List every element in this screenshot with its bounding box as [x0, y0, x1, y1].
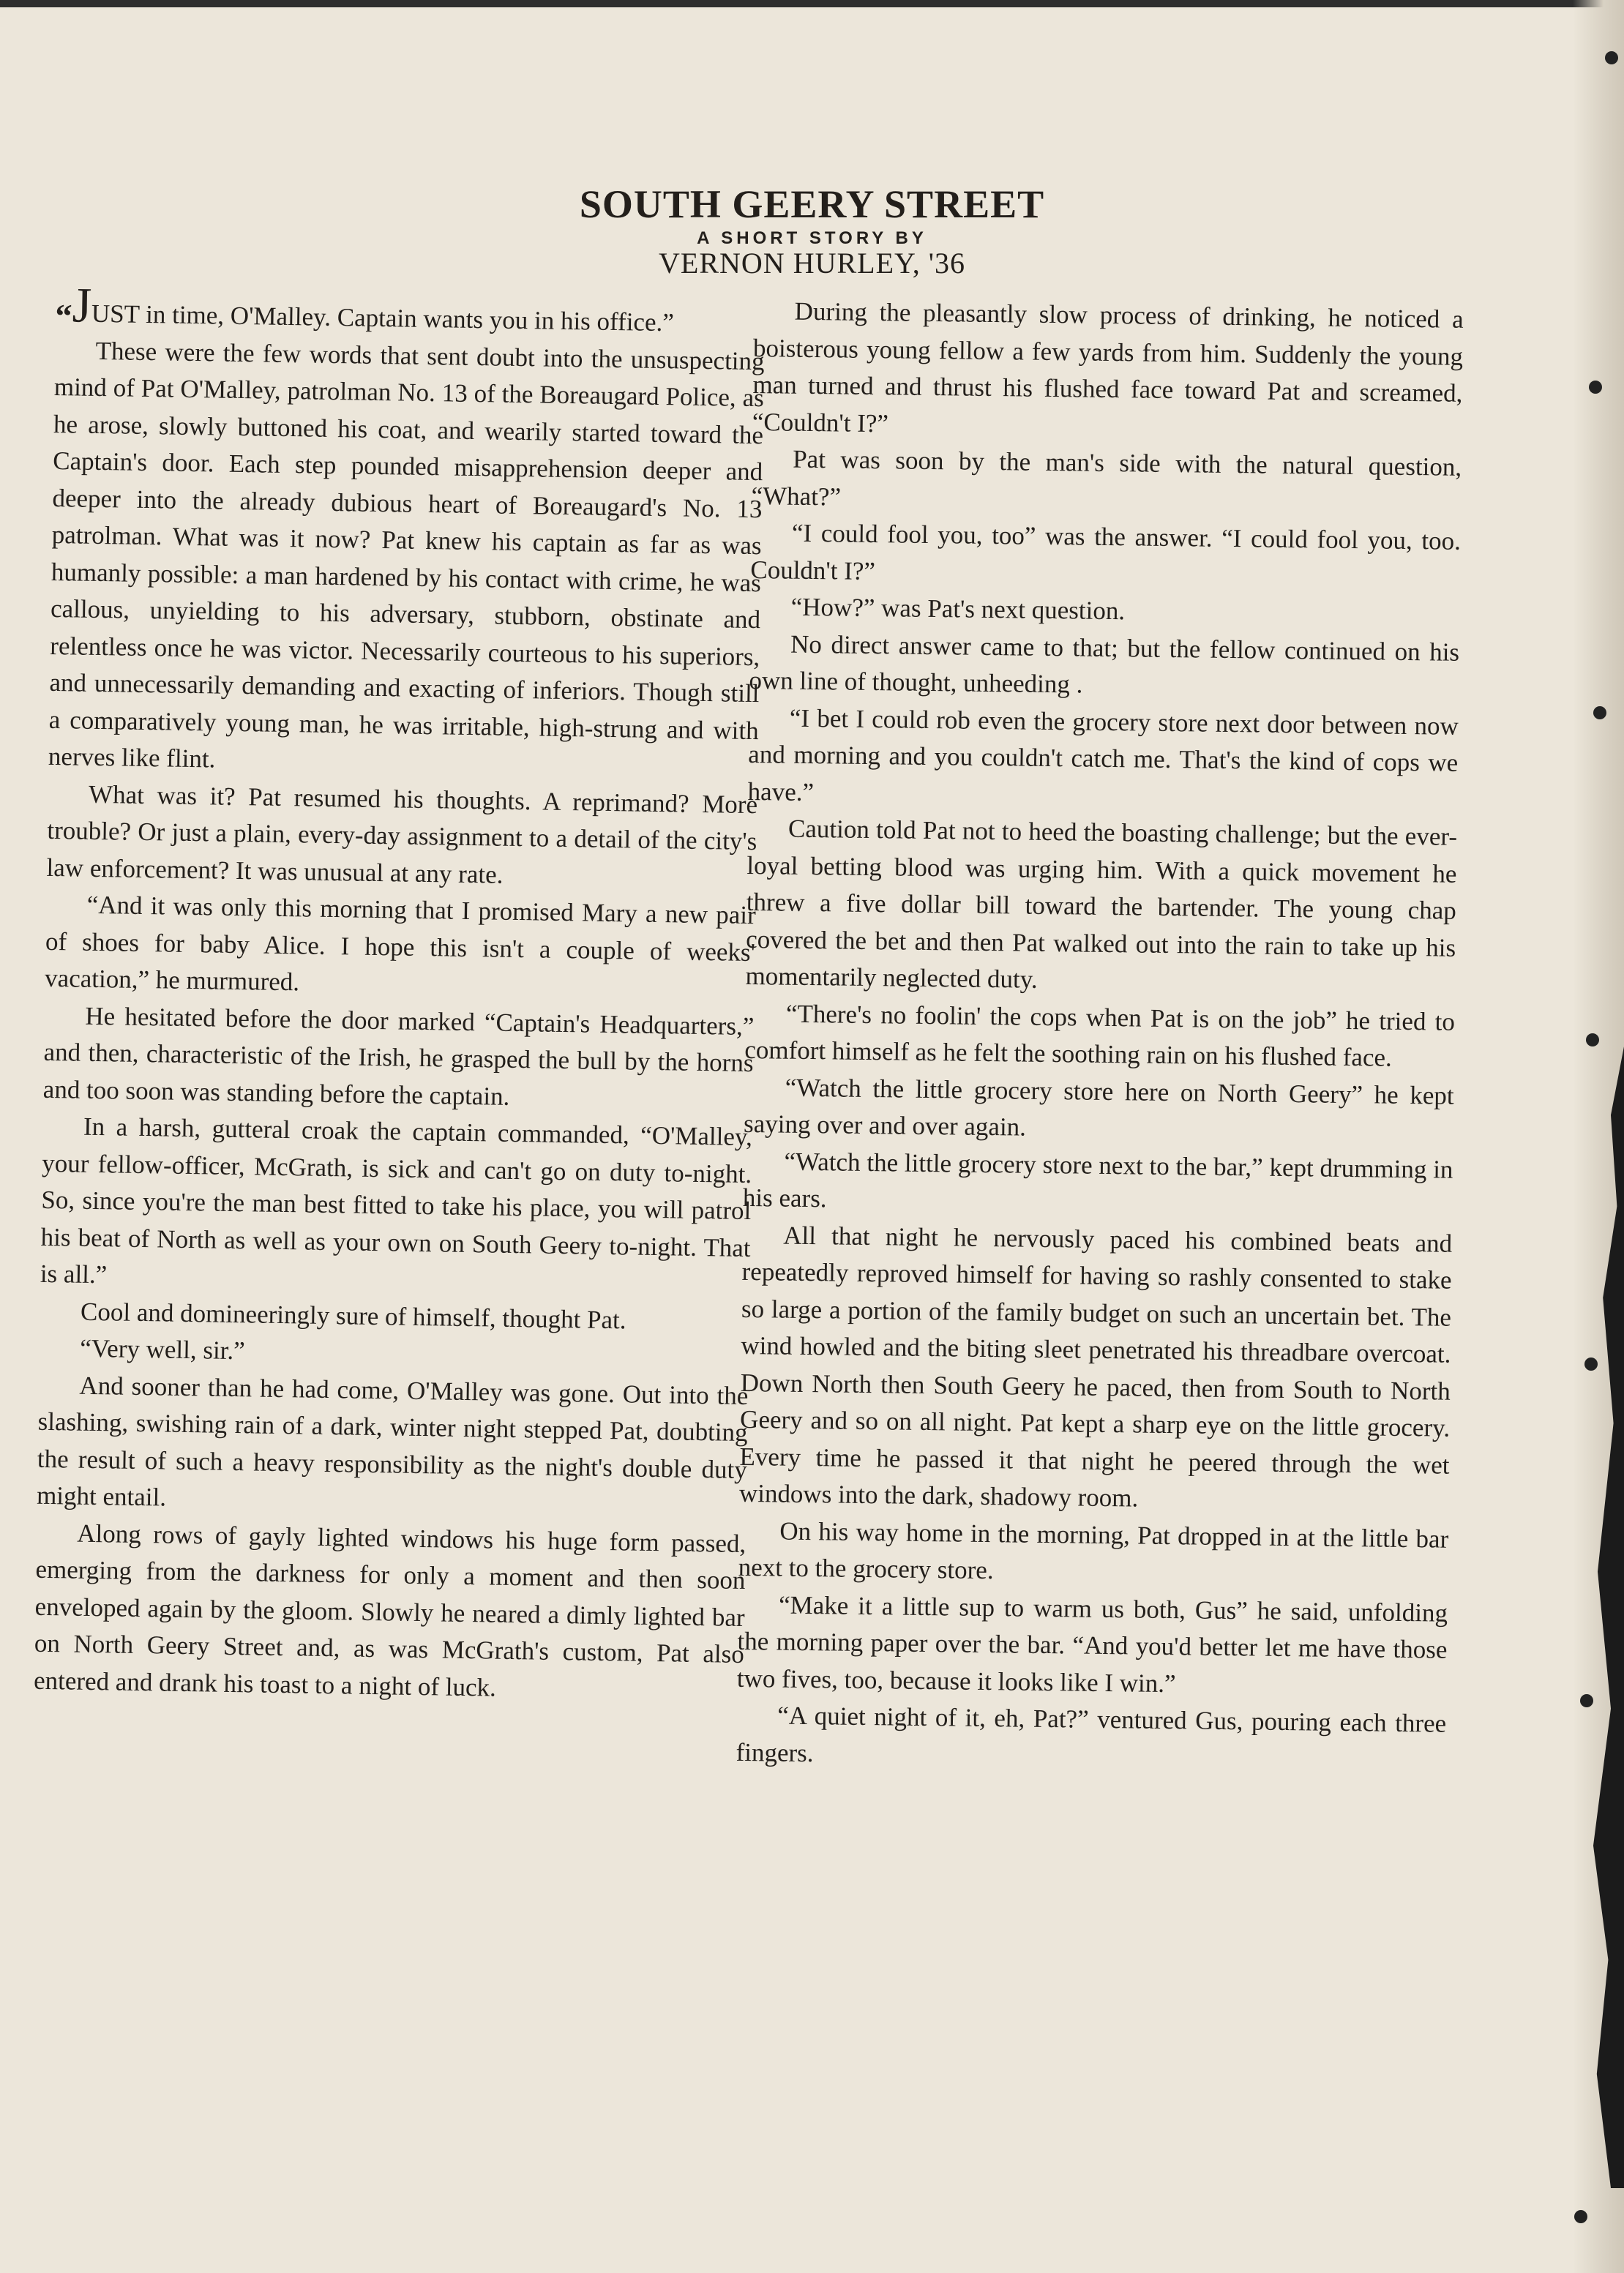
binding-hole [1605, 51, 1618, 64]
paragraph: What was it? Pat resumed his thoughts. A reprimand? More trouble? Or just a plain, every-day assignment to a detail of the city's law enforcement? It was unusual at any rate. [46, 779, 758, 889]
paragraph: During the pleasantly slow process of drinking, he noticed a boisterous young fellow a few yards from him. Suddenly the young man turned and thrust his flushed face toward Pat and screamed, “Couldn't I?” [752, 296, 1464, 438]
binding-hole [1584, 1358, 1598, 1371]
paragraph: In a harsh, gutteral croak the captain commanded, “O'Malley, your fellow-officer, McGrath, is sick and can't go on duty to-night. So, since you're the man best fitted to take his place, you will patrol his beat of North as well as your own on South Geery to-night. That is all.” [40, 1112, 753, 1289]
right-column [736, 293, 1464, 1780]
binding-hole [1586, 1033, 1599, 1046]
paragraph: Pat was soon by the man's side with the natural question, “What?” [751, 444, 1462, 511]
paragraph: And sooner than he had come, O'Malley was gone. Out into the slashing, swishing rain of a dark, winter night stepped Pat, doubting the result of such a heavy responsibility as the night's double duty might entail. [36, 1371, 749, 1512]
paragraph: He hesitated before the door marked “Captain's Headquarters,” and then, characteristic of the Irish, he grasped the bull by the horns and too soon was standing before the captain. [42, 1001, 755, 1111]
story-kicker: A SHORT STORY BY [697, 228, 927, 248]
paragraph: “Very well, sir.” [79, 1333, 246, 1366]
paragraph: “How?” was Pat's next question. [790, 592, 1126, 626]
paragraph: “A quiet night of it, eh, Pat?” ventured Gus, pouring each three fingers. [736, 1701, 1447, 1767]
binding-hole [1580, 1694, 1593, 1707]
paragraph: “Watch the little grocery store here on North Geery” he kept saying over and over again. [743, 1073, 1454, 1142]
paragraph: These were the few words that sent doubt into the unsuspecting mind of Pat O'Malley, patrolman No. 13 of the Boreaugard Police, as he arose, slowly buttoned his coat, and wearily started toward the Captain's door. Each step pounded misapprehension deeper and deeper into the already dubious heart of Boreaugard's No. 13 patrolman. What was it now? Pat knew his captain as far as was humanly possible: a man hardened by his contact with crime, he was callous, unyielding to his adversary, stubborn, obstinate and relentless once he was victor. Necessarily courteous to his superiors, and unnecessarily demanding and exacting of inferiors. Though still a comparatively young man, he was irritable, high-strung and with nerves like flint. [48, 336, 765, 774]
story-title: SOUTH GEERY STREET [579, 182, 1045, 226]
paragraph: On his way home in the morning, Pat dropped in at the little bar next to the grocery store. [738, 1516, 1449, 1585]
paragraph: “Make it a little sup to warm us both, Gus” he said, unfolding the morning paper over the bar. “And you'd better let me have those two fives, too, because it looks like I win.” [736, 1590, 1448, 1698]
drop-cap: J [72, 277, 92, 333]
left-column [33, 277, 766, 1710]
paragraph: Cool and domineeringly sure of himself, thought Pat. [80, 1297, 626, 1334]
paragraph: “And it was only this morning that I promised Mary a new pair of shoes for baby Alice. I hope this isn't a couple of weeks' vacation,” he murmured. [44, 890, 757, 997]
paragraph: Along rows of gayly lighted windows his huge form passed, emerging from the darkness for only a moment and then soon enveloped again by the gloom. Slowly he neared a dimly lighted bar on North Geery Street and, as was McGrath's custom, Pat also entered and drank his toast to a night of luck. [33, 1519, 746, 1702]
binding-hole [1593, 706, 1606, 719]
paragraph: All that night he nervously paced his combined beats and repeatedly reproved himself for having so rashly consented to stake so large a portion of the family budget on such an uncertain bet. The wind howled and the biting sleet penetrated his threadbare overcoat. Down North then South Geery he paced, then from South to North Geery and so on all night. Pat kept a sharp eye on the little grocery. Every time he passed it that night he peered through the wet windows into the dark, shadowy room. [738, 1221, 1453, 1513]
binding-hole [1574, 2210, 1587, 2223]
paragraph: “I could fool you, too” was the answer. “I could fool you, too. Couldn't I?” [750, 518, 1462, 585]
paragraph: “I bet I could rob even the grocery store next door between now and morning and you couldn't catch me. That's the kind of cops we have.” [747, 703, 1459, 806]
paragraph: “There's no foolin' the cops when Pat is on the job” he tried to comfort himself as he felt the soothing rain on his flushed face. [744, 999, 1456, 1072]
lead-text: UST in time, O'Malley. Captain wants you in his office.” [91, 299, 675, 337]
opening-quote-mark: “ [55, 296, 72, 335]
story-byline: VERNON HURLEY, '36 [659, 247, 965, 280]
page-top-edge [0, 0, 1624, 7]
paragraph: Caution told Pat not to heed the boasting challenge; but the ever-loyal betting blood was urging him. With a quick movement he threw a five dollar bill toward the bartender. The young chap covered the bet and then Pat walked out into the rain to take up his momentarily neglected duty. [745, 814, 1458, 994]
paragraph: No direct answer came to that; but the fellow continued on his own line of thought, unheeding . [749, 629, 1460, 699]
paragraph: “Watch the little grocery store next to the bar,” kept drumming in his ears. [742, 1147, 1453, 1213]
binding-hole [1589, 381, 1602, 394]
